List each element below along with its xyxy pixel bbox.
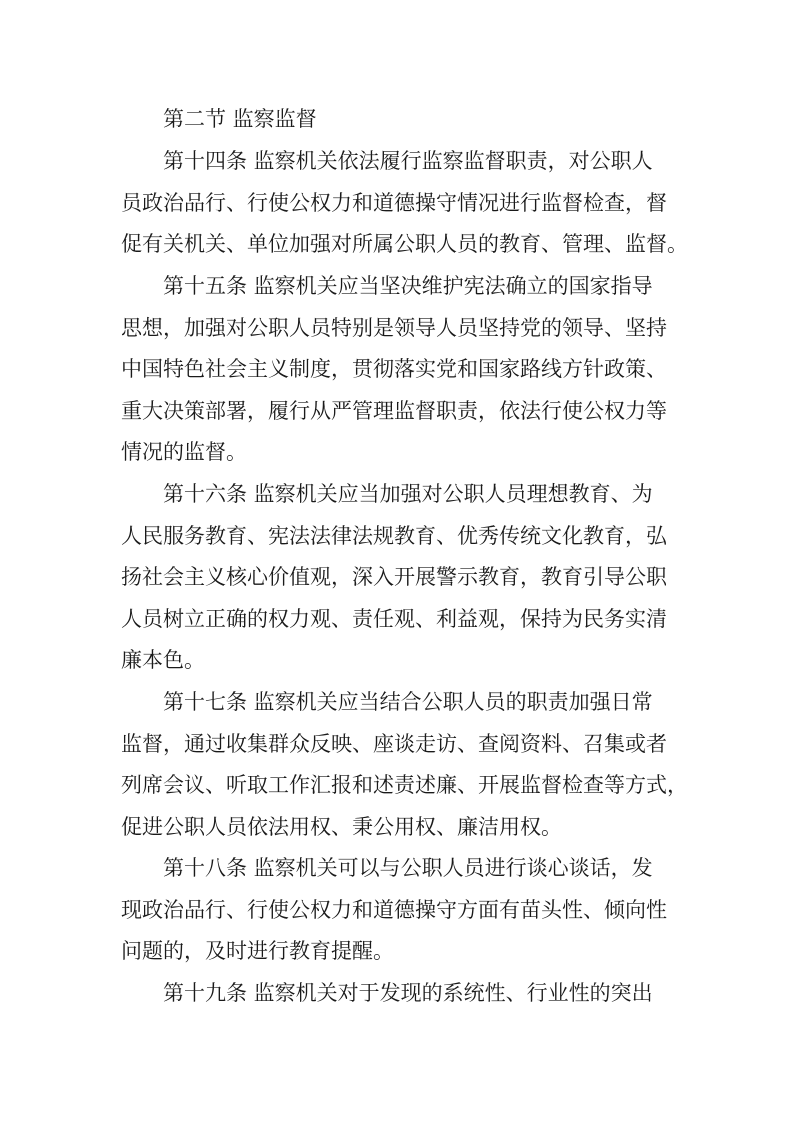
article-17-line-4: 促进公职人员依法用权、秉公用权、廉洁用权。 bbox=[121, 815, 562, 839]
article-19-line-1: 第十九条 监察机关对于发现的系统性、行业性的突出 bbox=[163, 981, 653, 1005]
article-15-line-3: 中国特色社会主义制度，贯彻落实党和国家路线方针政策、 bbox=[121, 357, 667, 381]
article-16-line-5: 廉本色。 bbox=[121, 648, 205, 672]
article-15-line-5: 情况的监督。 bbox=[121, 440, 247, 464]
article-16-line-2: 人民服务教育、宪法法律法规教育、优秀传统文化教育，弘 bbox=[121, 524, 667, 548]
article-14-line-2: 员政治品行、行使公权力和道德操守情况进行监督检查，督 bbox=[121, 191, 667, 215]
article-15-line-4: 重大决策部署，履行从严管理监督职责，依法行使公权力等 bbox=[121, 399, 667, 423]
article-17-line-3: 列席会议、听取工作汇报和述责述廉、开展监督检查等方式， bbox=[121, 773, 688, 797]
article-18-line-3: 问题的，及时进行教育提醒。 bbox=[121, 939, 394, 963]
article-16-line-4: 人员树立正确的权力观、责任观、利益观，保持为民务实清 bbox=[121, 607, 667, 631]
article-17-line-2: 监督，通过收集群众反映、座谈走访、查阅资料、召集或者 bbox=[121, 732, 667, 756]
article-16-line-1: 第十六条 监察机关应当加强对公职人员理想教育、为 bbox=[163, 482, 653, 506]
article-15-line-1: 第十五条 监察机关应当坚决维护宪法确立的国家指导 bbox=[163, 274, 653, 298]
article-16-line-3: 扬社会主义核心价值观，深入开展警示教育，教育引导公职 bbox=[121, 565, 667, 589]
article-14-line-1: 第十四条 监察机关依法履行监察监督职责，对公职人 bbox=[163, 149, 653, 173]
article-17-line-1: 第十七条 监察机关应当结合公职人员的职责加强日常 bbox=[163, 690, 653, 714]
article-18-line-1: 第十八条 监察机关可以与公职人员进行谈心谈话，发 bbox=[163, 856, 653, 880]
article-14-line-3: 促有关机关、单位加强对所属公职人员的教育、管理、监督。 bbox=[121, 232, 688, 256]
article-15-line-2: 思想，加强对公职人员特别是领导人员坚持党的领导、坚持 bbox=[121, 316, 667, 340]
section-heading: 第二节 监察监督 bbox=[163, 107, 317, 131]
article-18-line-2: 现政治品行、行使公权力和道德操守方面有苗头性、倾向性 bbox=[121, 898, 667, 922]
